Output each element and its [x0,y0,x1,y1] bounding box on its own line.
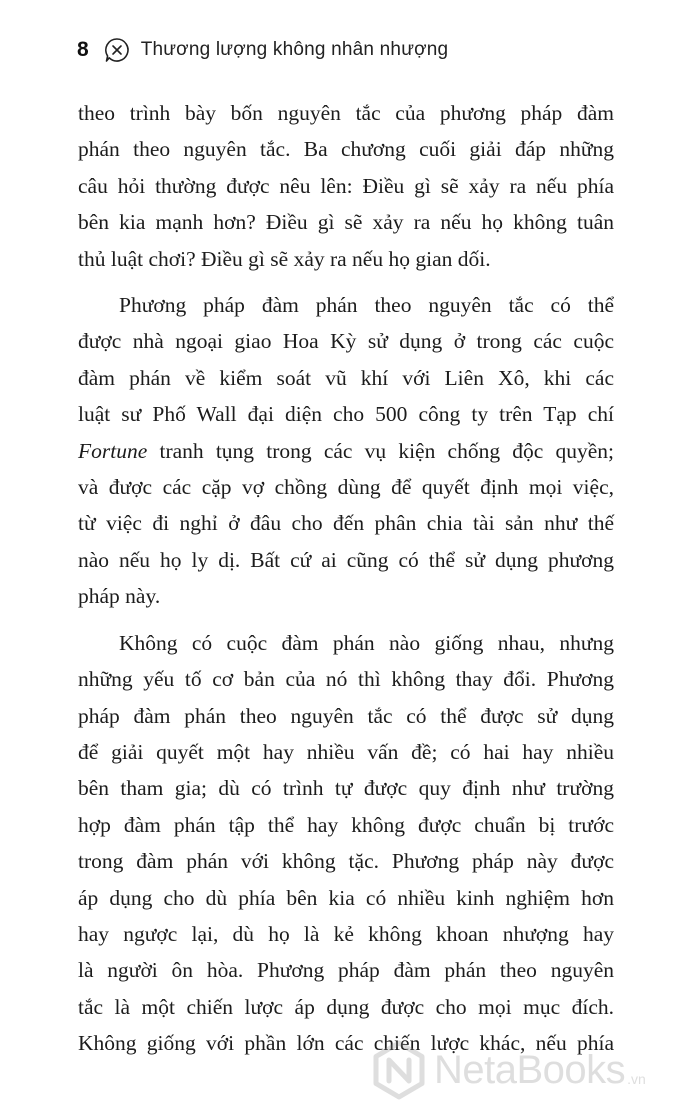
text-line: là người ôn hòa. Phương pháp đàm phán theo nguyên [78,958,614,983]
body-text [78,95,614,1062]
running-title: Thương lượng không nhân nhượng [140,39,449,60]
text-line: trong đàm phán với không tặc. Phương pháp này được [78,849,614,874]
watermark-text: NetaBooks [434,1047,626,1092]
chat-x-icon [103,36,131,64]
text-line: hợp đàm phán tập thể hay không được chuẩn bị trước [78,812,614,837]
text-line: tắc là một chiến lược áp dụng được cho mọi mục đích. [78,994,614,1019]
page-number: 8 [77,38,89,61]
watermark-suffix: .vn [627,1071,646,1087]
text-line: bên kia mạnh hơn? Điều gì sẽ xảy ra nếu họ không tuân [78,210,614,235]
text-line: những yếu tố cơ bản của nó thì không thay đổi. Phương [78,667,614,692]
text-line-with-italic [78,433,614,469]
text-line: áp dụng cho dù phía bên kia có nhiều kinh nghiệm hơn [78,885,614,910]
text-line: để giải quyết một hay nhiều vấn đề; có hai hay nhiều [78,739,614,764]
text-line: pháp đàm phán theo nguyên tắc có thể được sử dụng [78,703,614,728]
text-line: đàm phán về kiểm soát vũ khí với Liên Xô, khi các [78,365,614,390]
text-line: nào nếu họ ly dị. Bất cứ ai cũng có thể sử dụng phương [78,547,614,572]
text-line: thủ luật chơi? Điều gì sẽ xảy ra nếu họ gian dối. [78,246,491,271]
text-line: câu hỏi thường được nêu lên: Điều gì sẽ xảy ra nếu phía [78,173,614,198]
watermark [368,1030,646,1110]
text-line: được nhà ngoại giao Hoa Kỳ sử dụng ở trong các cuộc [78,329,614,354]
text-line: Không có cuộc đàm phán nào giống nhau, nhưng [119,630,614,655]
text-line-rest: tranh tụng trong các vụ kiện chống độc quyền; [159,438,614,463]
text-line: luật sư Phố Wall đại diện cho 500 công ty trên Tạp chí [78,402,614,427]
text-line: bên tham gia; dù có trình tự được quy định như trường [78,776,614,801]
text-line: theo trình bày bốn nguyên tắc của phương pháp đàm [78,101,614,125]
italic-magazine-name: Fortune [78,438,148,463]
text-line: từ việc đi nghỉ ở đâu cho đến phân chia tài sản như thế [78,511,614,536]
text-line: phán theo nguyên tắc. Ba chương cuối giải đáp những [78,137,614,162]
text-line: Không giống với phần lớn các chiến lược khác, nếu phía [78,1031,614,1056]
text-line: pháp này. [78,584,161,609]
netabooks-logo-icon [368,1039,430,1101]
page-header [77,30,448,70]
text-line: Phương pháp đàm phán theo nguyên tắc có thể [119,293,614,318]
text-line: và được các cặp vợ chồng dùng để quyết định mọi việc, [78,475,614,500]
text-line: hay ngược lại, dù họ là kẻ không khoan nhượng hay [78,921,614,946]
